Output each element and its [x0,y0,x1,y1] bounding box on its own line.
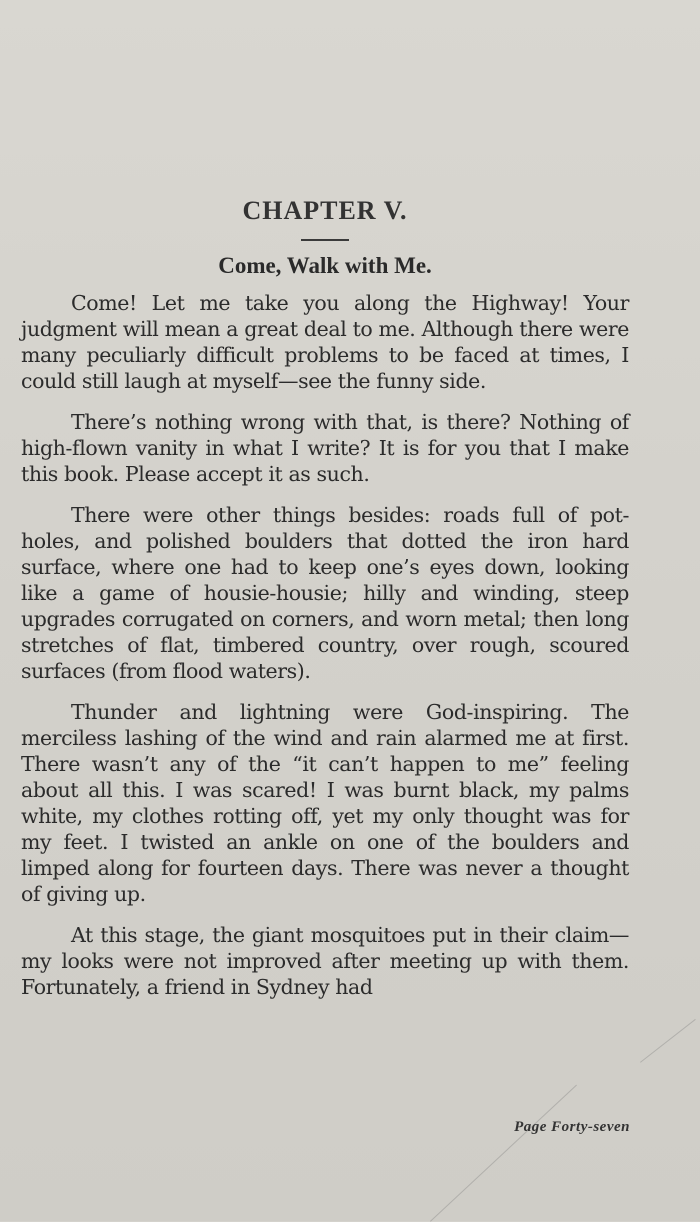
chapter-title: Come, Walk with Me. [218,253,432,278]
paragraph: There were other things besides: roads full of pot-holes, and polished boulders that dotted the iron hard surface, where one had to keep one’s eyes down, looking like a game of housie-housie; hilly and winding, steep upgrades corrugated on corners, and worn metal; then long stretches of flat, timbered country, over rough, scoured surfaces (from flood waters). [21,503,629,683]
paragraph: There’s nothing wrong with that, is there? Nothing of high-flown vanity in what I write? It is for you that I make this book. Please accept it as such. [21,410,629,486]
chapter-heading: CHAPTER V. [242,196,408,225]
paper-crease [640,1019,696,1063]
paragraph: At this stage, the giant mosquitoes put in their claim—my looks were not improved after meeting up with them. Fortunately, a friend in Sydney had [21,923,629,999]
heading-divider [301,239,349,241]
page-number: Page Forty-seven [514,1119,630,1135]
page-content [21,195,629,1000]
paragraph: Come! Let me take you along the Highway! Your judgment will mean a great deal to me. Although there were many peculiarly difficult problems to be faced at times, I could still laugh at myself—see the funny side. [21,291,629,393]
paper-crease [430,1085,577,1222]
paragraph: Thunder and lightning were God-inspiring. The merciless lashing of the wind and rain alarmed me at first. There wasn’t any of the “it can’t happen to me” feeling about all this. I was scared! I was burnt black, my palms white, my clothes rotting off, yet my only thought was for my feet. I twisted an ankle on one of the boulders and limped along for fourteen days. There was never a thought of giving up. [21,700,629,906]
